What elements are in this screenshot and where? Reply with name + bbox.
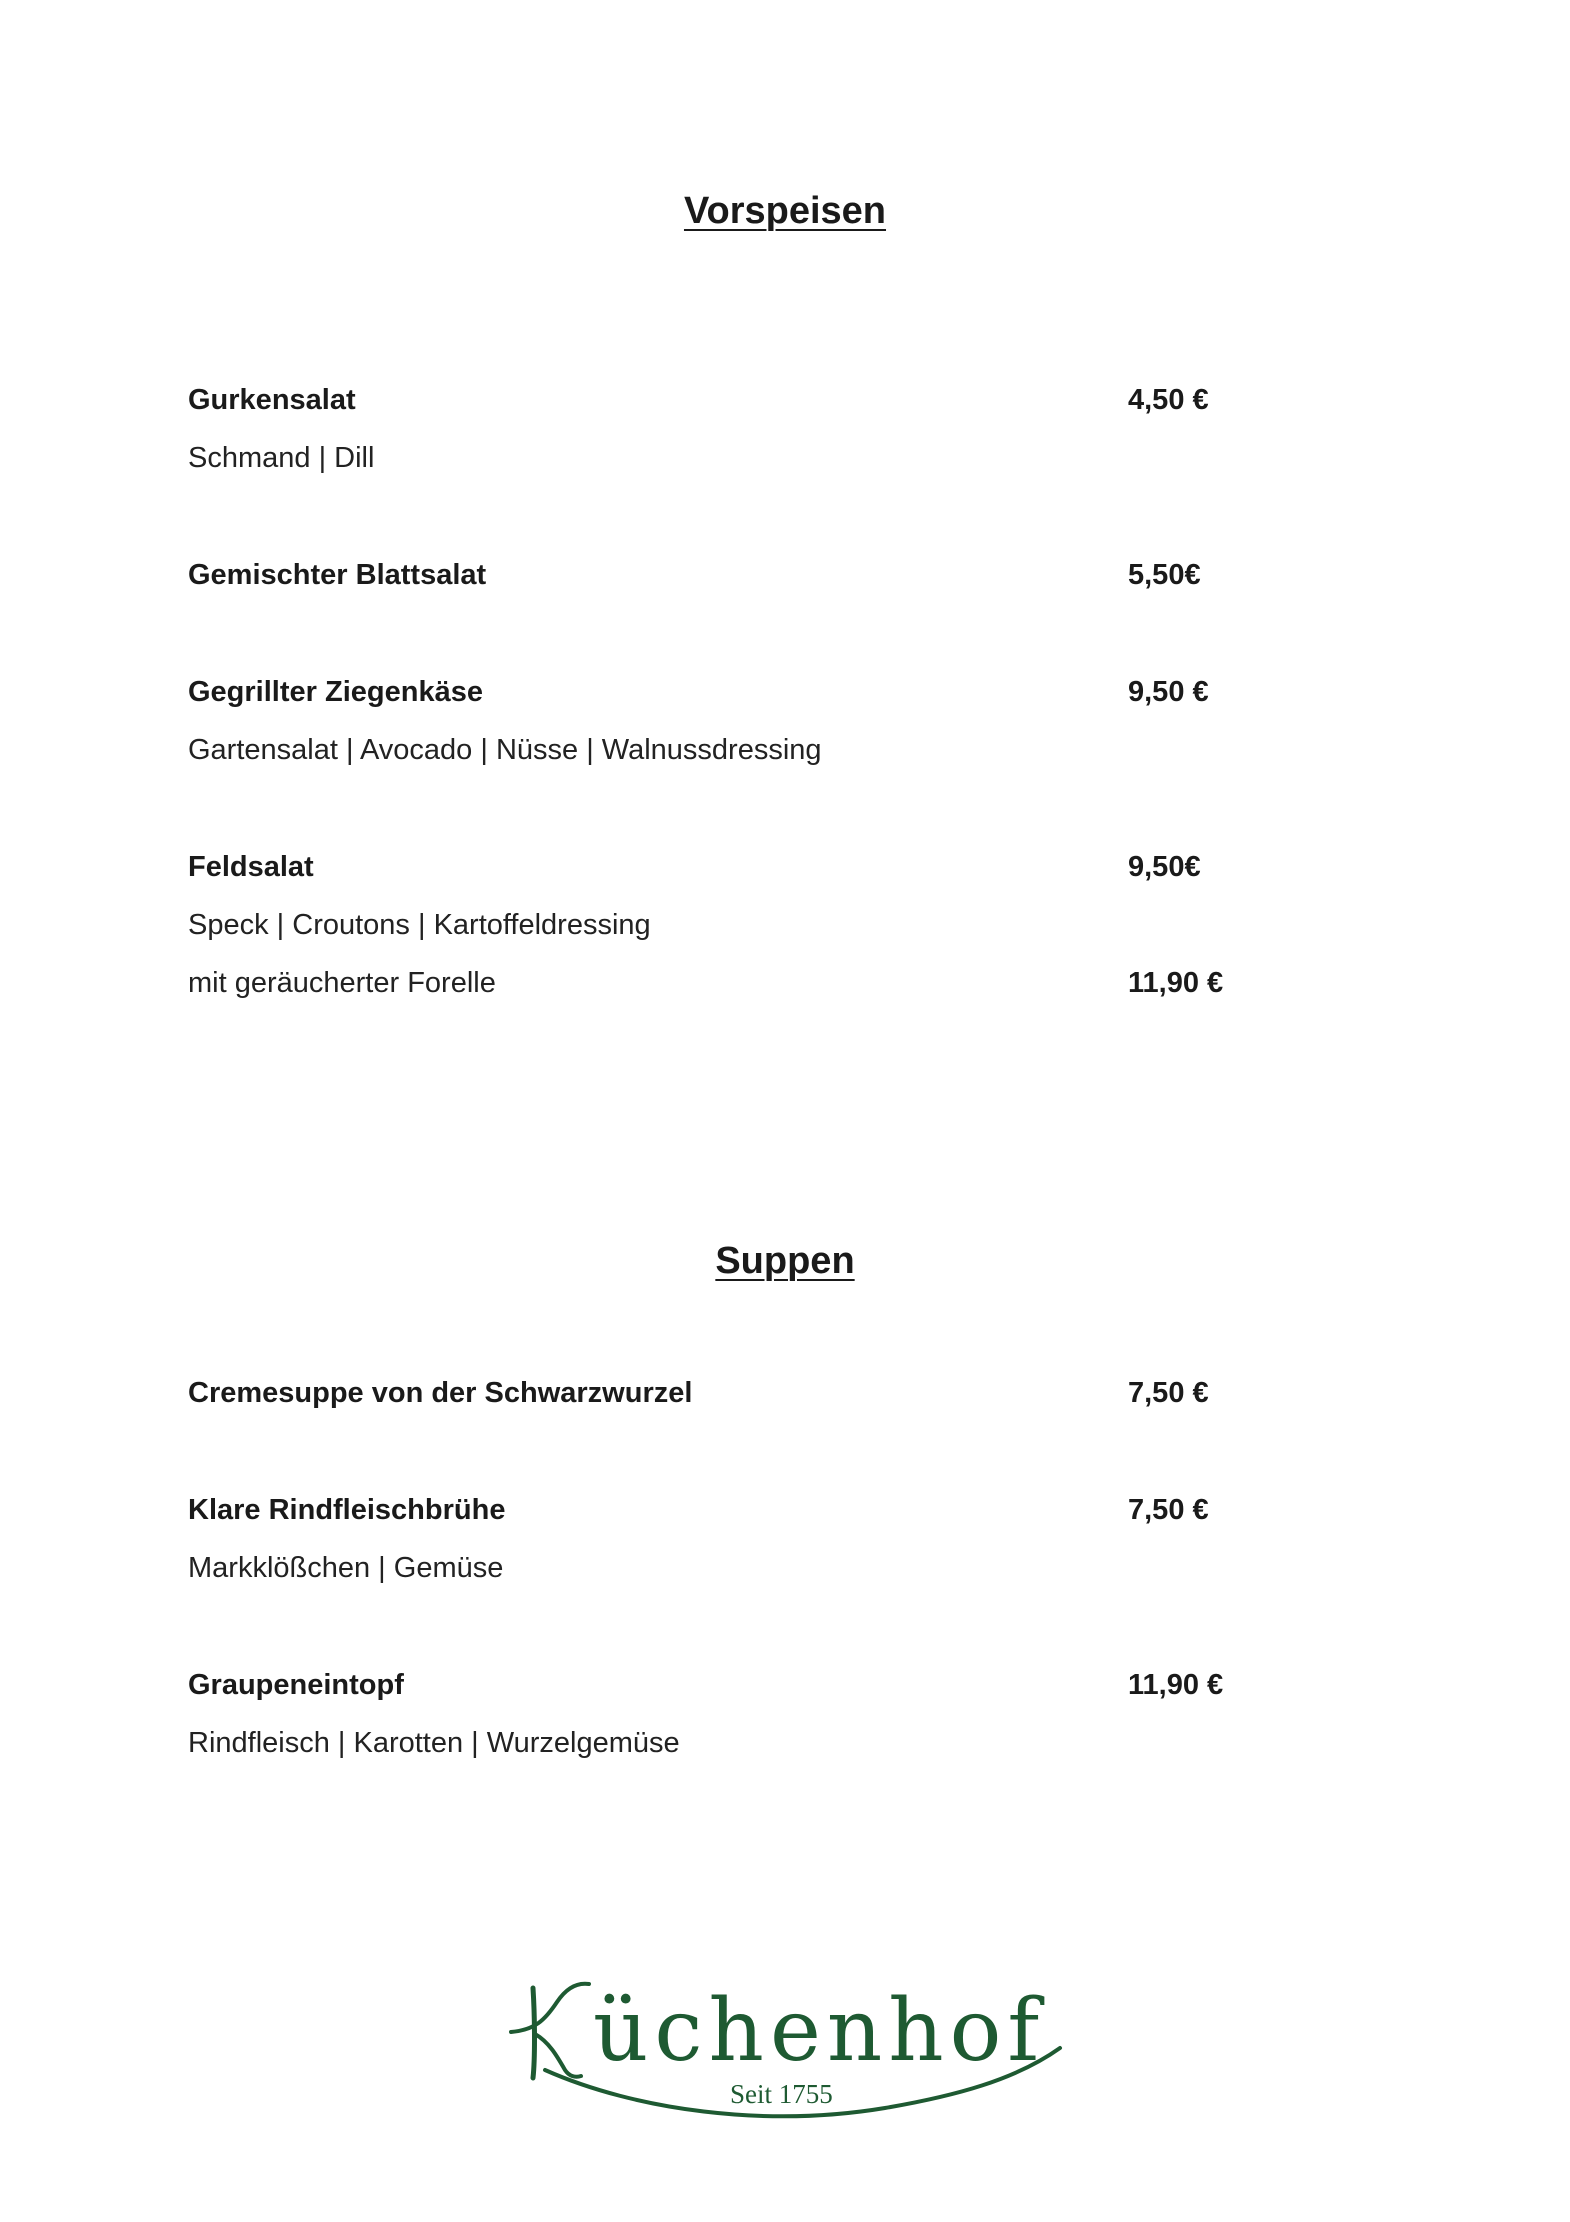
logo-k-leg (535, 2034, 581, 2077)
kuechenhof-logo (505, 1960, 1075, 2130)
item-description: Gartensalat | Avocado | Nüsse | Walnussdressing (188, 734, 822, 766)
menu-item-graupeneintopf (188, 1669, 1288, 1709)
menu-item-gemischter-blattsalat (188, 559, 1288, 599)
section-title-suppen: Suppen (715, 1240, 855, 1282)
logo-k-arm (511, 1984, 589, 2032)
item-description-row (188, 442, 1288, 482)
item-option-price: 11,90 € (1128, 967, 1224, 999)
item-name: Gurkensalat (188, 384, 356, 416)
item-price: 9,50 € (1128, 676, 1209, 708)
item-description: Markklößchen | Gemüse (188, 1552, 504, 1584)
item-description-row (188, 734, 1288, 774)
section-title-vorspeisen: Vorspeisen (683, 190, 887, 232)
item-description: Speck | Croutons | Kartoffeldressing (188, 909, 651, 941)
menu-item-cremesuppe (188, 1377, 1288, 1417)
item-option-row (188, 967, 1288, 1007)
item-description-row (188, 1552, 1288, 1592)
item-description-row (188, 909, 1288, 949)
item-name: Klare Rindfleischbrühe (188, 1494, 506, 1526)
item-description: Rindfleisch | Karotten | Wurzelgemüse (188, 1727, 680, 1759)
item-price: 4,50 € (1128, 384, 1209, 416)
menu-item-gegrillter-ziegenkaese (188, 676, 1288, 716)
item-name: Gemischter Blattsalat (188, 559, 487, 591)
item-price: 7,50 € (1128, 1377, 1209, 1409)
logo-wordmark: üchenhof (593, 1981, 1046, 2081)
menu-item-klare-rindfleischbruehe (188, 1494, 1288, 1534)
item-price: 7,50 € (1128, 1494, 1209, 1526)
menu-item-gurkensalat (188, 384, 1288, 424)
menu-item-feldsalat (188, 851, 1288, 891)
item-option: mit geräucherter Forelle (188, 967, 496, 999)
item-description-row (188, 1727, 1288, 1767)
item-price: 9,50€ (1128, 851, 1201, 883)
item-price: 11,90 € (1128, 1669, 1224, 1701)
item-name: Gegrillter Ziegenkäse (188, 676, 483, 708)
item-description: Schmand | Dill (188, 442, 375, 474)
item-name: Cremesuppe von der Schwarzwurzel (188, 1377, 693, 1409)
item-name: Feldsalat (188, 851, 314, 883)
item-price: 5,50€ (1128, 559, 1201, 591)
logo-tagline: Seit 1755 (730, 2079, 833, 2109)
item-name: Graupeneintopf (188, 1669, 404, 1701)
